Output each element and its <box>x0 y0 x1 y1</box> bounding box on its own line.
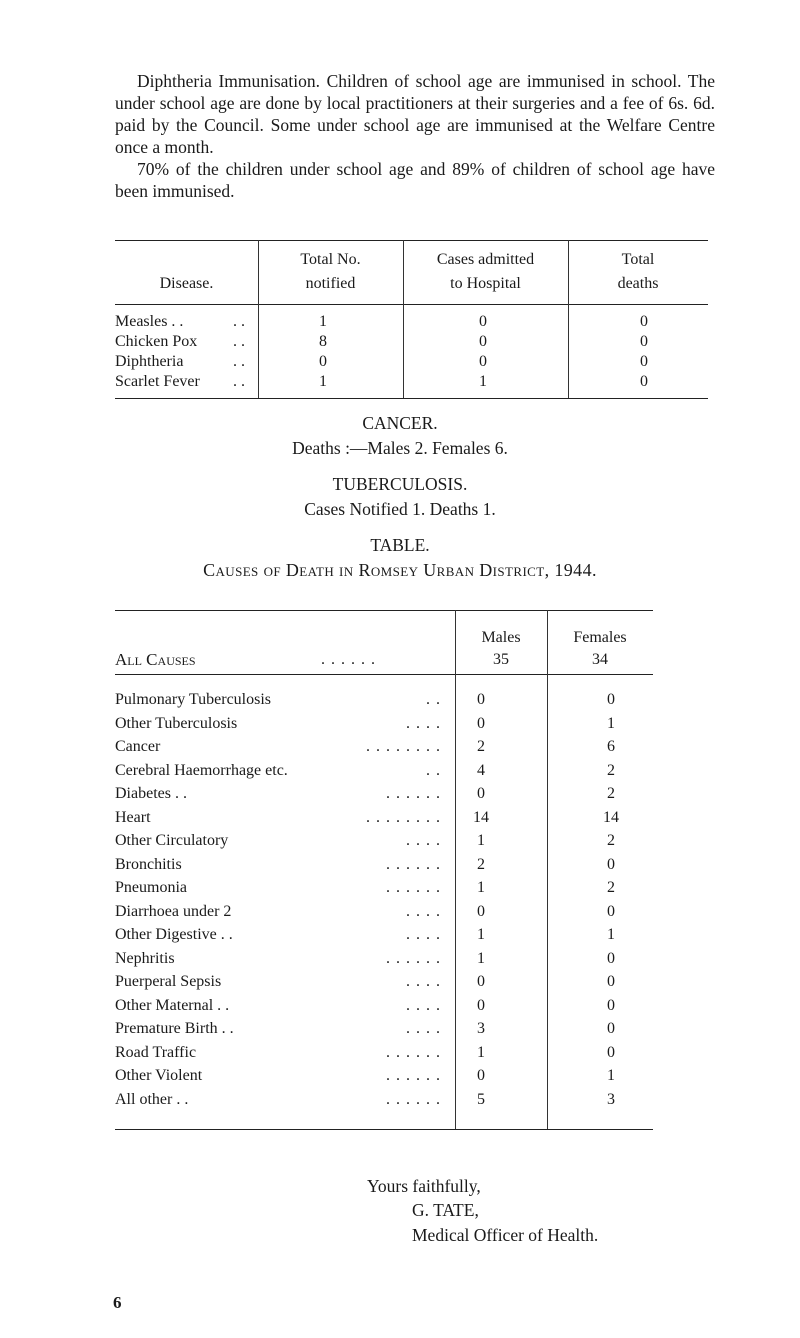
cause-label: Pneumonia <box>115 879 187 896</box>
header-notified-line1: Total No. <box>300 251 361 268</box>
hospital-value: 1 <box>479 373 487 390</box>
females-value: 0 <box>607 691 615 708</box>
females-value: 1 <box>607 926 615 943</box>
males-value: 4 <box>477 761 485 779</box>
males-value: 0 <box>477 902 485 920</box>
leader-dots: . . . . <box>406 714 441 732</box>
leader-dots: . . . . . . <box>386 785 441 802</box>
leader-dots: . . <box>233 313 245 330</box>
cause-label: Other Digestive . . <box>115 926 233 943</box>
hospital-value: 0 <box>479 313 487 330</box>
table-heading: TABLE. <box>370 535 430 555</box>
notified-value: 1 <box>319 373 327 390</box>
females-value: 3 <box>607 1090 615 1108</box>
leader-dots: . . . . <box>406 926 441 943</box>
males-value: 0 <box>477 714 485 732</box>
females-value: 1 <box>607 1067 615 1084</box>
table-row <box>115 970 653 993</box>
females-value: 0 <box>607 1020 615 1037</box>
disease-table <box>115 240 708 400</box>
hospital-value: 0 <box>479 333 487 350</box>
females-value: 6 <box>607 738 615 755</box>
cause-label: Pulmonary Tuberculosis <box>115 691 272 708</box>
males-header: Males <box>481 629 521 646</box>
table-row <box>115 806 653 829</box>
cause-label: Nephritis <box>115 949 175 967</box>
table-row <box>115 735 653 758</box>
cause-label: Heart <box>115 808 151 826</box>
header-disease: Disease. <box>159 275 214 292</box>
table-row <box>115 1088 653 1111</box>
males-value: 5 <box>477 1090 485 1108</box>
disease-name: Measles . . <box>115 313 184 330</box>
disease-name: Chicken Pox <box>115 333 198 350</box>
notified-value: 0 <box>319 353 327 370</box>
table-row <box>115 853 653 876</box>
cause-label: Other Violent <box>115 1067 203 1084</box>
cause-label: Road Traffic <box>115 1043 197 1061</box>
leader-dots: . . . . . . <box>386 949 441 967</box>
table-rule-bottom <box>115 1129 653 1130</box>
leader-dots: . . <box>233 353 245 370</box>
females-value: 0 <box>607 949 615 967</box>
males-value: 3 <box>477 1020 485 1037</box>
males-value: 1 <box>477 949 485 967</box>
tuberculosis-cases: Cases Notified 1. Deaths 1. <box>304 499 496 519</box>
males-value: 1 <box>477 926 485 943</box>
leader-dots: . . . . <box>406 996 441 1014</box>
males-total: 35 <box>493 651 509 668</box>
males-value: 2 <box>477 738 485 755</box>
table-rule-top <box>115 240 708 241</box>
cancer-deaths: Deaths :—Males 2. Females 6. <box>292 438 508 458</box>
leader-dots: . . . . <box>406 1020 441 1037</box>
table-row <box>115 1041 653 1064</box>
males-value: 1 <box>477 879 485 896</box>
males-value: 0 <box>477 973 485 990</box>
leader-dots: . . <box>233 373 245 390</box>
cancer-heading: CANCER. <box>362 413 438 433</box>
males-value: 14 <box>473 808 489 826</box>
cause-label: Other Circulatory <box>115 832 229 849</box>
females-value: 2 <box>607 785 615 802</box>
table-rule-header <box>115 304 708 305</box>
leader-dots: . . <box>426 691 441 708</box>
table-row <box>115 1017 653 1040</box>
males-value: 0 <box>477 691 485 708</box>
leader-dots: . . . . . . <box>386 879 441 896</box>
cause-label: Diarrhoea under 2 <box>115 902 232 920</box>
females-value: 1 <box>607 714 615 732</box>
females-value: 0 <box>607 973 615 990</box>
leader-dots: . . <box>233 333 245 350</box>
deaths-value: 0 <box>640 313 648 330</box>
disease-name: Diphtheria <box>115 353 184 370</box>
cause-label: Premature Birth . . <box>115 1020 234 1037</box>
table-row <box>115 994 653 1017</box>
closing: Yours faithfully, <box>367 1176 481 1196</box>
females-total: 34 <box>592 651 608 668</box>
deaths-value: 0 <box>640 333 648 350</box>
table-row <box>115 876 653 899</box>
disease-name: Scarlet Fever <box>115 373 200 390</box>
cause-label: Other Maternal . . <box>115 996 230 1014</box>
leader-dots: . . . . <box>406 902 441 920</box>
signatory-title: Medical Officer of Health. <box>412 1225 599 1245</box>
immunisation-percentages: 70% of the children under school age and 89% of children of school age have been immunised. <box>115 159 715 201</box>
header-deaths-line2: deaths <box>617 275 659 292</box>
males-value: 1 <box>477 832 485 849</box>
header-hospital-line1: Cases admitted <box>436 251 535 268</box>
females-value: 0 <box>607 902 615 920</box>
cause-label: Diabetes . . <box>115 785 187 802</box>
leader-dots: . . . . . . <box>386 1067 441 1084</box>
header-notified-line2: notified <box>305 275 356 292</box>
table-row <box>115 947 653 970</box>
immunisation-paragraph: Diphtheria Immunisation. Children of school age are immunised in school. The under school age are done by local practitioners at their surgeries and a fee of 6s. 6d. paid by the Council. Some under school age are immunised at the Welfare Centre once a month. <box>115 71 715 157</box>
females-value: 2 <box>607 832 615 849</box>
all-causes-label: All Causes <box>115 650 196 669</box>
leader-dots: . . . . . . . . <box>366 738 441 755</box>
cause-label: Puerperal Sepsis <box>115 973 222 990</box>
males-value: 1 <box>477 1043 485 1061</box>
table-row <box>115 900 653 923</box>
leader-dots: . . <box>426 761 441 779</box>
cause-label: Other Tuberculosis <box>115 714 238 732</box>
table-rule-top <box>115 610 653 611</box>
males-value: 0 <box>477 785 485 802</box>
females-value: 0 <box>607 996 615 1014</box>
table-rule-header <box>115 674 653 675</box>
males-value: 2 <box>477 855 485 873</box>
leader-dots: . . . . <box>406 973 441 990</box>
causes-of-death-table <box>115 610 653 1130</box>
table-row <box>115 688 653 711</box>
leader-dots: . . . . . . <box>386 855 441 873</box>
males-value: 0 <box>477 996 485 1014</box>
males-value: 0 <box>477 1067 485 1084</box>
cause-label: Cerebral Haemorrhage etc. <box>115 761 288 779</box>
cause-label: Bronchitis <box>115 855 182 873</box>
notified-value: 8 <box>319 333 327 350</box>
hospital-value: 0 <box>479 353 487 370</box>
females-value: 0 <box>607 1043 615 1061</box>
deaths-value: 0 <box>640 353 648 370</box>
signatory-name: G. TATE, <box>412 1200 479 1220</box>
leader-dots: . . . . . . <box>386 1043 441 1061</box>
deaths-value: 0 <box>640 373 648 390</box>
leader-dots: . . . . . . . . <box>366 808 441 826</box>
page-number: 6 <box>113 1293 122 1312</box>
table-row <box>115 712 653 735</box>
table-row <box>115 782 653 805</box>
causes-table-title: Causes of Death in Romsey Urban District, 1944. <box>203 560 597 580</box>
header-deaths-line1: Total <box>621 251 655 268</box>
table-row <box>115 829 653 852</box>
notified-value: 1 <box>319 313 327 330</box>
leader-dots: . . . . <box>406 832 441 849</box>
header-hospital-line2: to Hospital <box>450 275 521 292</box>
females-value: 14 <box>603 808 619 826</box>
table-row <box>115 923 653 946</box>
cause-label: Cancer <box>115 738 161 755</box>
tuberculosis-heading: TUBERCULOSIS. <box>332 474 468 494</box>
leader-dots: . . . . . . <box>321 651 376 668</box>
females-value: 2 <box>607 879 615 896</box>
leader-dots: . . . . . . <box>386 1090 441 1108</box>
cause-label: All other . . <box>115 1090 189 1108</box>
table-row <box>115 759 653 782</box>
table-rule-bottom <box>115 398 708 399</box>
table-row <box>115 1064 653 1087</box>
females-header: Females <box>573 629 627 646</box>
females-value: 2 <box>607 761 615 779</box>
females-value: 0 <box>607 855 615 873</box>
